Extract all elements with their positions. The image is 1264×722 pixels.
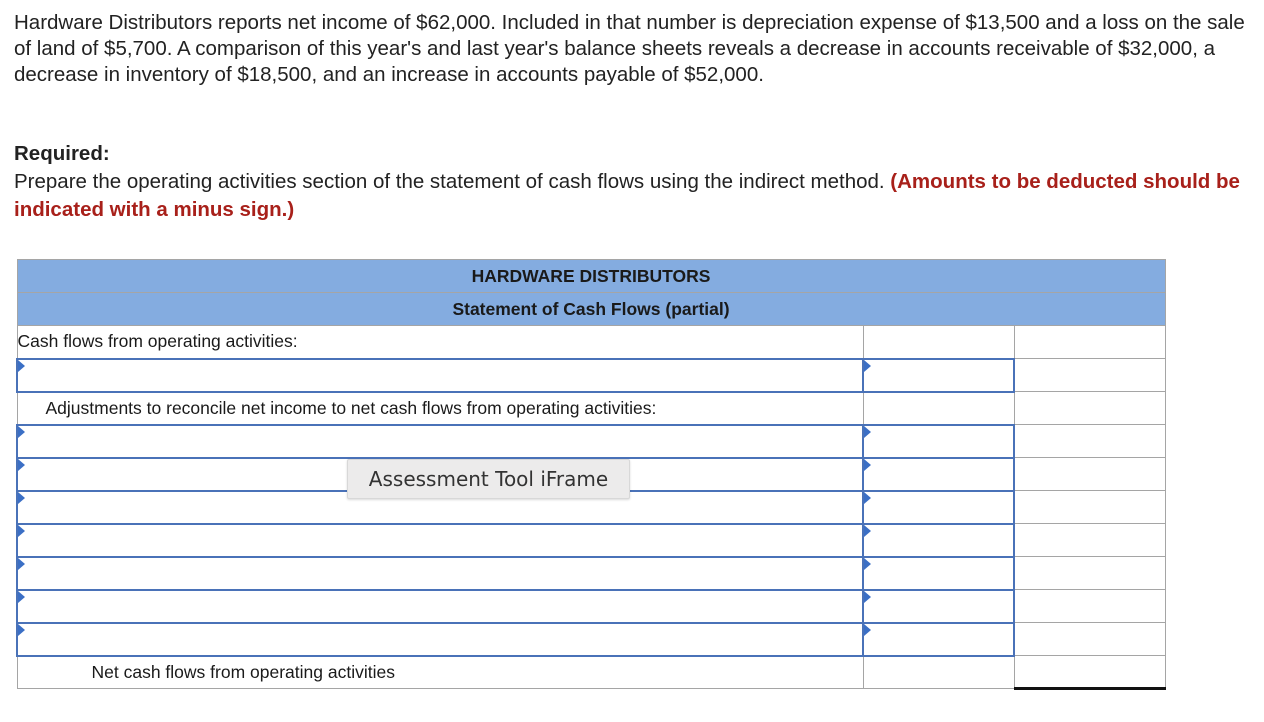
adjustment-input-row bbox=[17, 425, 1165, 458]
empty-cell bbox=[1014, 491, 1165, 524]
empty-cell bbox=[1014, 557, 1165, 590]
required-instruction-text: Prepare the operating activities section of the statement of cash flows using the indirect method. bbox=[14, 170, 885, 193]
problem-text: Hardware Distributors reports net income of $62,000. Included in that number is depreciation expense of $13,500 and a loss on the sale of land of $5,700. A comparison of this year's and last year's balance sheets reveals a decrease in accounts receivable of $32,000, a decrease in inventory of $18,500, and an increase in accounts payable of $52,000. bbox=[14, 11, 1245, 86]
net-income-input-row bbox=[17, 359, 1165, 392]
adjustment-amount-input[interactable] bbox=[863, 458, 1014, 491]
statement-title: Statement of Cash Flows (partial) bbox=[17, 293, 1165, 326]
empty-cell bbox=[1014, 326, 1165, 359]
empty-cell bbox=[1014, 590, 1165, 623]
adjustment-amount-input[interactable] bbox=[863, 590, 1014, 623]
total-row bbox=[17, 656, 1165, 689]
minus-sign-note: (Amounts to be deducted should be indicated with a minus sign.) bbox=[14, 170, 1240, 221]
adjustment-label-input[interactable] bbox=[17, 425, 863, 458]
adjustment-input-row bbox=[17, 524, 1165, 557]
adjustments-label: Adjustments to reconcile net income to net cash flows from operating activities: bbox=[17, 392, 863, 425]
adjustment-label-input[interactable] bbox=[17, 524, 863, 557]
required-instructions bbox=[14, 168, 1254, 224]
empty-cell bbox=[863, 392, 1014, 425]
empty-cell bbox=[1014, 392, 1165, 425]
adjustment-amount-input[interactable] bbox=[863, 425, 1014, 458]
adjustment-label-input[interactable] bbox=[17, 557, 863, 590]
company-header-row bbox=[17, 260, 1165, 293]
empty-cell bbox=[1014, 359, 1165, 392]
net-cash-flows-label: Net cash flows from operating activities bbox=[17, 656, 863, 689]
adjustment-input-row bbox=[17, 623, 1165, 656]
adjustment-amount-input[interactable] bbox=[863, 557, 1014, 590]
line-item-label-input[interactable] bbox=[17, 359, 863, 392]
empty-cell bbox=[1014, 425, 1165, 458]
required-heading: Required: bbox=[14, 142, 110, 165]
empty-cell bbox=[863, 656, 1014, 689]
empty-cell bbox=[1014, 458, 1165, 491]
total-amount-cell bbox=[1014, 656, 1165, 689]
adjustment-input-row bbox=[17, 557, 1165, 590]
assessment-tool-iframe-label: Assessment Tool iFrame bbox=[347, 459, 630, 499]
section-label-row bbox=[17, 326, 1165, 359]
adjustment-label-input[interactable] bbox=[17, 590, 863, 623]
adjustment-amount-input[interactable] bbox=[863, 491, 1014, 524]
empty-cell bbox=[863, 326, 1014, 359]
adjustment-input-row bbox=[17, 590, 1165, 623]
statement-title-row bbox=[17, 293, 1165, 326]
adjustments-label-row bbox=[17, 392, 1165, 425]
operating-activities-label: Cash flows from operating activities: bbox=[17, 326, 863, 359]
empty-cell bbox=[1014, 623, 1165, 656]
company-name: HARDWARE DISTRIBUTORS bbox=[17, 260, 1165, 293]
adjustment-amount-input[interactable] bbox=[863, 623, 1014, 656]
adjustment-amount-input[interactable] bbox=[863, 524, 1014, 557]
line-item-amount-input[interactable] bbox=[863, 359, 1014, 392]
empty-cell bbox=[1014, 524, 1165, 557]
adjustment-label-input[interactable] bbox=[17, 623, 863, 656]
